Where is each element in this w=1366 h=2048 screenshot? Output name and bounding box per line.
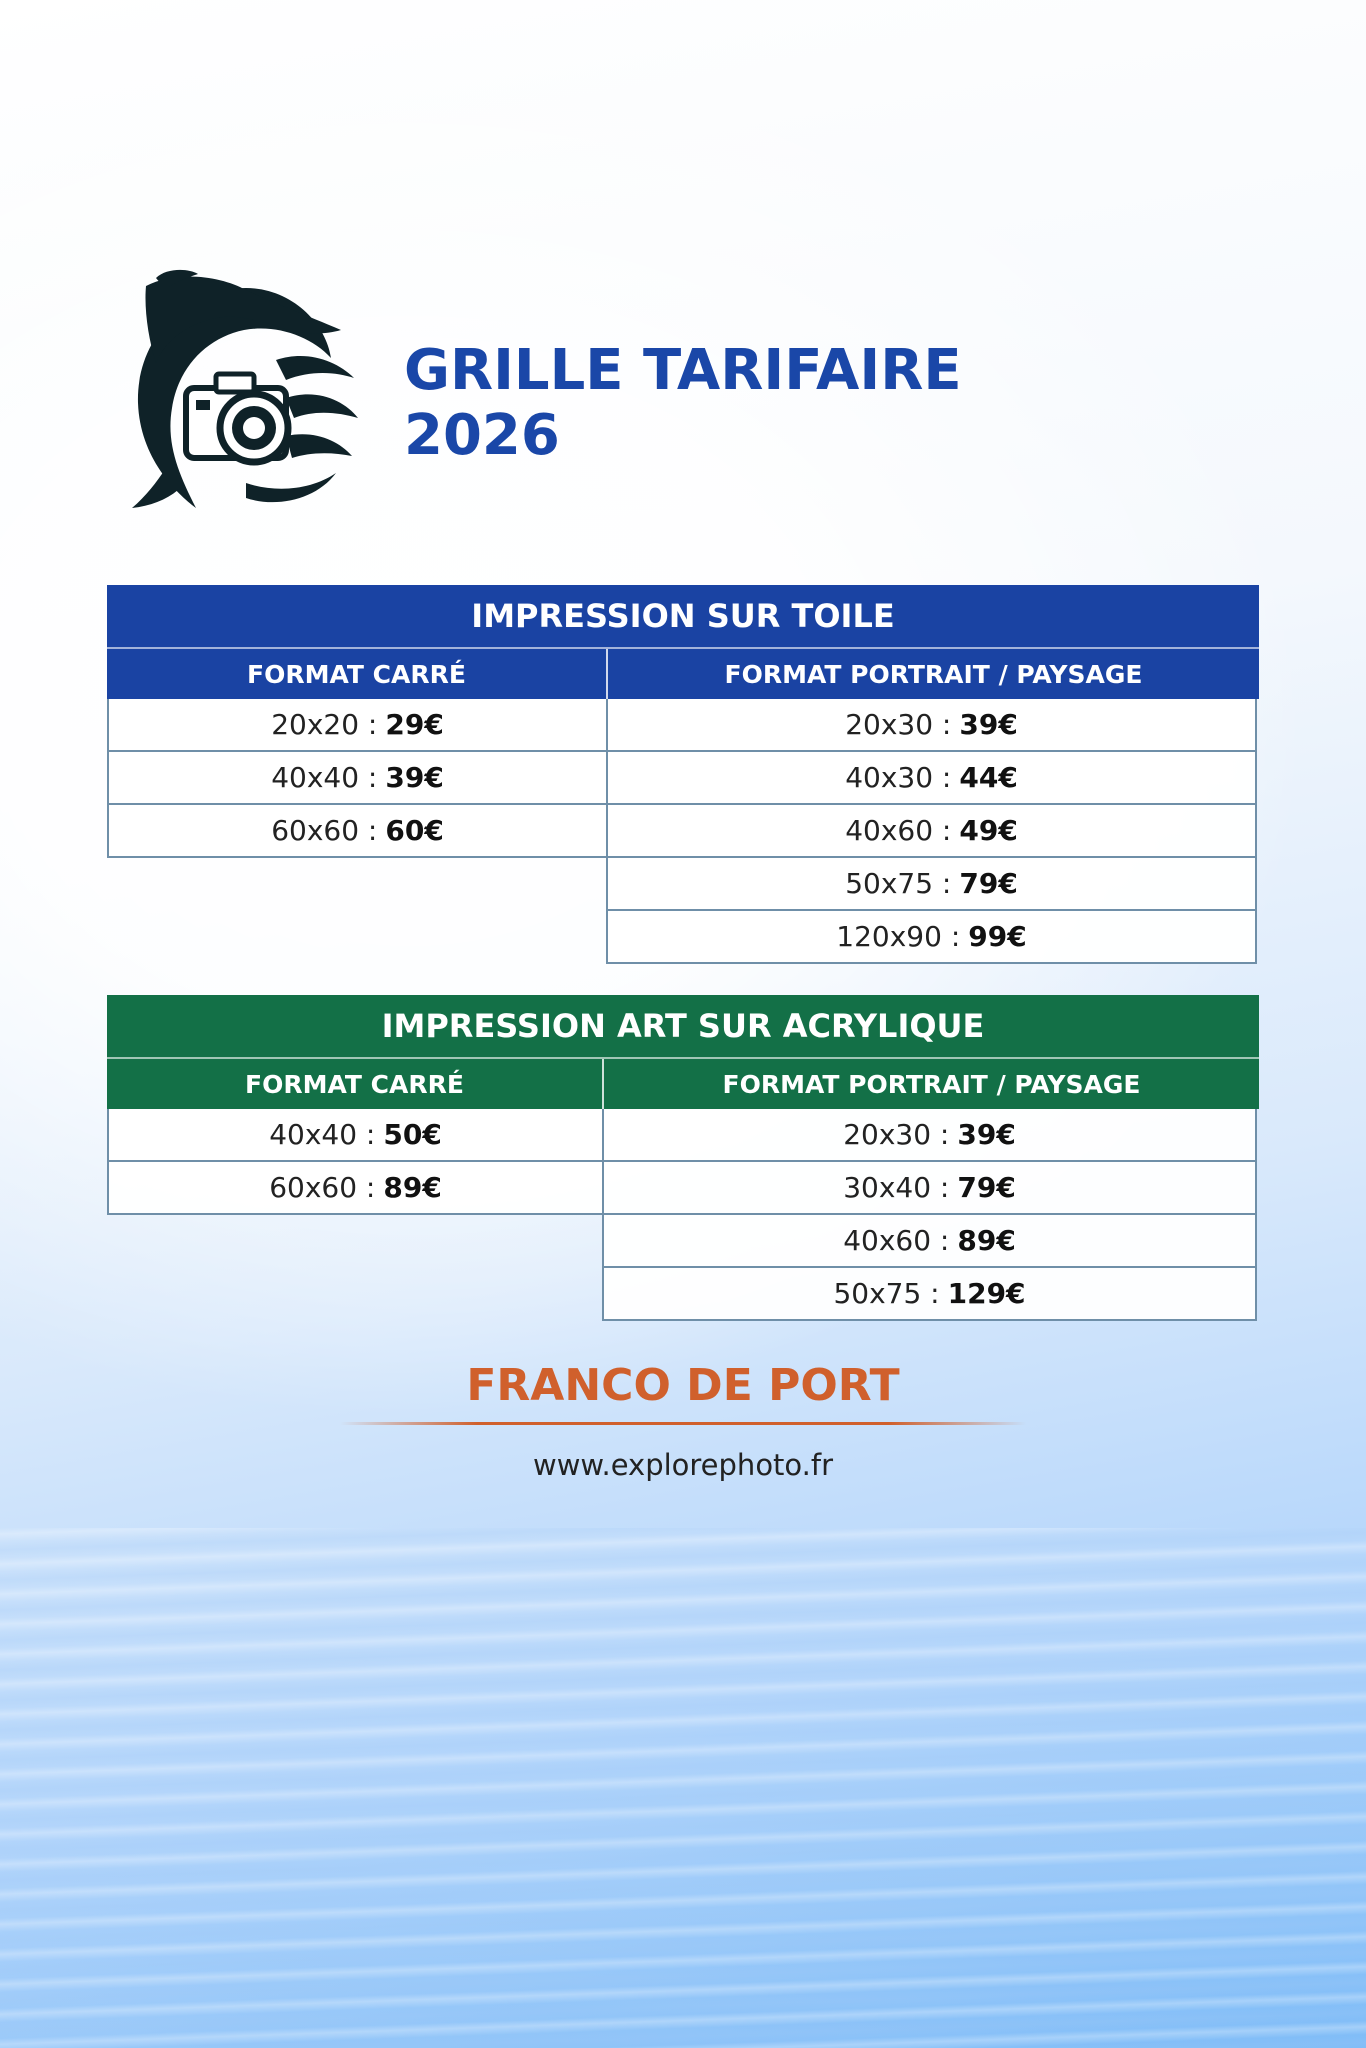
- acrylic-portrait-heading: FORMAT PORTRAIT / PAYSAGE: [722, 1069, 1141, 1099]
- table-row: 20x30 : 39€: [608, 699, 1255, 752]
- canvas-portrait-column: [606, 699, 1257, 964]
- acrylic-price-table: [107, 995, 1259, 1321]
- page-title: GRILLE TARIFAIRE 2026: [404, 338, 962, 468]
- shipping-notice: FRANCO DE PORT: [466, 1360, 900, 1411]
- divider: [340, 1422, 1026, 1425]
- table-row: 40x60 : 49€: [608, 805, 1255, 858]
- acrylic-table-subheader: [107, 1059, 1259, 1109]
- canvas-square-column: [107, 699, 608, 858]
- acrylic-table-title: IMPRESSION ART SUR ACRYLIQUE: [107, 995, 1259, 1059]
- dolphin-camera-logo-icon: [126, 268, 366, 518]
- acrylic-portrait-column: [602, 1109, 1257, 1321]
- table-row: 60x60 : 89€: [109, 1162, 602, 1215]
- table-row: 40x30 : 44€: [608, 752, 1255, 805]
- canvas-table-title: IMPRESSION SUR TOILE: [107, 585, 1259, 649]
- table-row: 40x40 : 39€: [109, 752, 606, 805]
- website-link[interactable]: www.explorephoto.fr: [532, 1448, 834, 1482]
- canvas-table-subheader: [107, 649, 1259, 699]
- acrylic-square-column: [107, 1109, 604, 1215]
- canvas-price-table: [107, 585, 1259, 964]
- table-row: 60x60 : 60€: [109, 805, 606, 858]
- table-row: 50x75 : 79€: [608, 858, 1255, 911]
- water-background: [0, 1528, 1366, 2048]
- canvas-square-heading: FORMAT CARRÉ: [107, 649, 608, 699]
- acrylic-square-heading: FORMAT CARRÉ: [107, 1059, 604, 1109]
- canvas-portrait-heading: FORMAT PORTRAIT / PAYSAGE: [724, 659, 1143, 689]
- table-row: 20x30 : 39€: [604, 1109, 1255, 1162]
- table-row: 30x40 : 79€: [604, 1162, 1255, 1215]
- table-row: 50x75 : 129€: [604, 1268, 1255, 1321]
- table-row: 40x40 : 50€: [109, 1109, 602, 1162]
- table-row: 120x90 : 99€: [608, 911, 1255, 964]
- table-row: 40x60 : 89€: [604, 1215, 1255, 1268]
- table-row: 20x20 : 29€: [109, 699, 606, 752]
